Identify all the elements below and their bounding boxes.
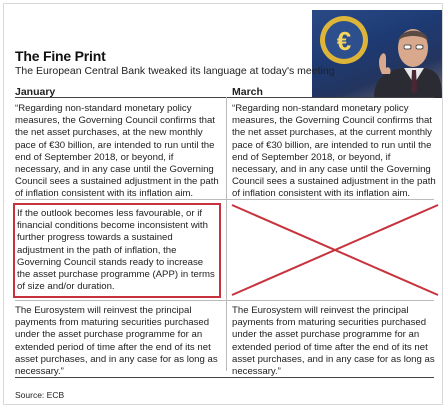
footer-divider: [15, 377, 434, 378]
march-paragraph-1: “Regarding non-standard monetary policy measures, the Governing Council confirms that the net asset purchases, at the current monthly pace of €30 billion, are intended to run until the end of September 2018, or beyond, if necessary, and in any case until the Governing Council sees a sustained adjustment in the path of inflation consistent with its inflation aim.: [232, 103, 436, 200]
source-note: Source: ECB: [15, 390, 65, 400]
euro-logo: €: [336, 26, 352, 56]
column-heading-march: March: [232, 86, 263, 98]
header-divider: [15, 97, 434, 98]
page-subtitle: The European Central Bank tweaked its language at today's meeting: [15, 65, 335, 77]
row-divider-2: [15, 300, 434, 301]
deleted-cross: [230, 203, 440, 299]
january-paragraph-2: If the outlook becomes less favourable, or if financial conditions become inconsistent with further progress towards a sustained adjustment in the path of inflation, the Governing Council stands ready to increase the asset purchase programme (APP) in terms of size and/or duration.: [17, 208, 215, 293]
january-paragraph-3: The Eurosystem will reinvest the principal payments from maturing securities purchased under the asset purchase programme for an extended period of time after the end of its net asset purchases, and in any case for as long as necessary.”: [15, 305, 218, 378]
column-heading-january: January: [15, 86, 56, 98]
page-title: The Fine Print: [15, 48, 106, 64]
row-divider-1: [15, 199, 434, 200]
january-paragraph-1: “Regarding non-standard monetary policy measures, the Governing Council confirms that the net asset purchases, at the new monthly pace of €30 billion, are intended to run until the end of September 2018, or beyond, if necessary, and in any case until the Governing Council sees a sustained adjustment in the path of inflation consistent with its inflation aim.: [15, 103, 219, 200]
speaker-photo: [312, 10, 442, 98]
photo-illustration: [312, 10, 442, 98]
column-divider: [226, 97, 227, 371]
infographic-frame: [3, 3, 443, 405]
march-paragraph-3: The Eurosystem will reinvest the principal payments from maturing securities purchased under the asset purchase programme for an extended period of time after the end of its net asset purchases, and in any case for as long as necessary.”: [232, 305, 435, 378]
